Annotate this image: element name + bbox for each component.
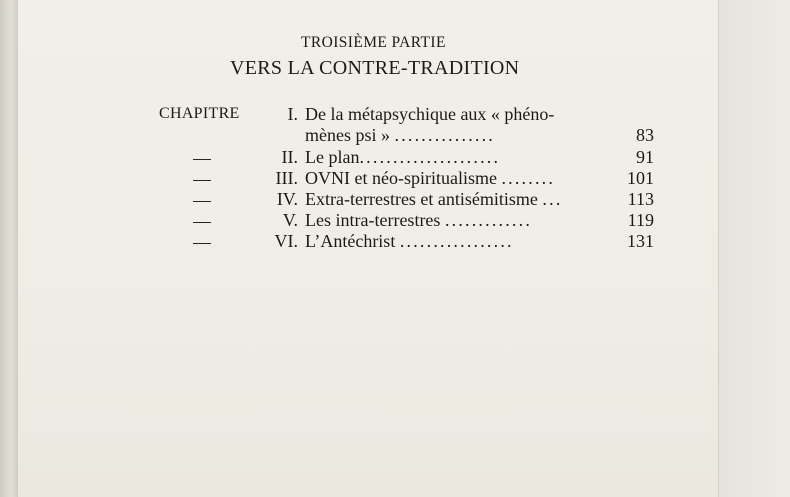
page-number: 83 <box>636 125 654 145</box>
leader-dots: ............. <box>444 210 533 230</box>
leader-dots: ................. <box>399 231 514 251</box>
chapter-number: III. <box>275 168 298 188</box>
toc-entry-1-continued <box>18 124 658 146</box>
ditto-dash <box>193 180 211 181</box>
chapter-title: Les intra-terrestres ............. <box>305 210 533 230</box>
page-number: 119 <box>627 210 654 230</box>
leader-dots: ........ <box>501 168 556 188</box>
page-number: 101 <box>627 168 654 188</box>
chapter-number: I. <box>287 104 298 124</box>
toc-entry-4 <box>18 188 658 210</box>
chapter-title-line1: De la métapsychique aux « phéno- <box>305 104 555 124</box>
chapter-title: Extra-terrestres et antisémitisme ... <box>305 189 563 209</box>
chapter-title: L’Antéchrist ................. <box>305 231 514 251</box>
page-number: 131 <box>627 231 654 251</box>
chapter-number: VI. <box>274 231 298 251</box>
ditto-dash <box>193 159 211 160</box>
chapter-number: IV. <box>276 189 298 209</box>
chapter-title-line2: mènes psi » ............... <box>305 125 495 145</box>
part-label: TROISIÈME PARTIE <box>301 34 446 51</box>
page-number: 113 <box>627 189 654 209</box>
leader-dots: ... <box>542 189 563 209</box>
chapter-number: II. <box>281 147 298 167</box>
leader-dots: ..................... <box>359 147 501 167</box>
book-page <box>18 0 718 497</box>
toc-entry-2 <box>18 146 658 168</box>
chapter-word: CHAPITRE <box>159 105 240 122</box>
chapter-number: V. <box>282 210 298 230</box>
book-left-edge <box>0 0 18 497</box>
toc-entry-6 <box>18 230 658 252</box>
chapter-title: OVNI et néo-spiritualisme ........ <box>305 168 556 188</box>
toc-entry-1 <box>18 103 658 125</box>
toc-entry-3 <box>18 167 658 189</box>
ditto-dash <box>193 201 211 202</box>
ditto-dash <box>193 222 211 223</box>
part-title: VERS LA CONTRE-TRADITION <box>230 57 520 79</box>
toc-entry-5 <box>18 209 658 231</box>
leader-dots: ............... <box>394 125 495 145</box>
ditto-dash <box>193 243 211 244</box>
page-number: 91 <box>636 147 654 167</box>
chapter-title: Le plan..................... <box>305 147 501 167</box>
book-right-edge <box>718 0 790 497</box>
